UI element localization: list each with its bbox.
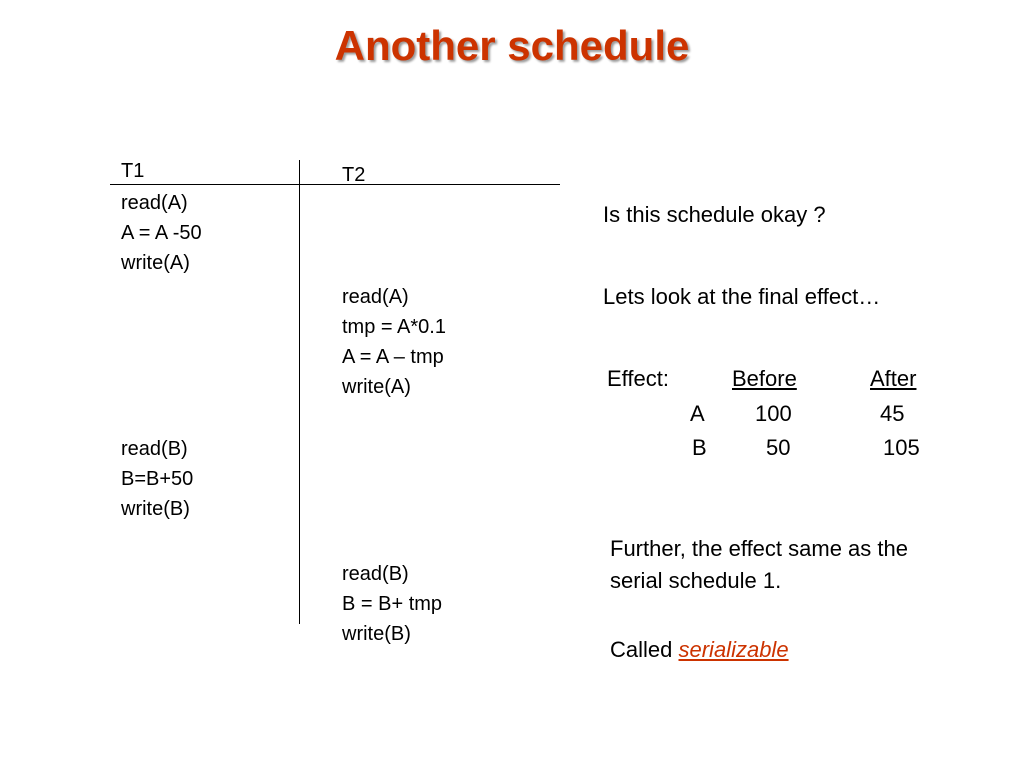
t1-operations-a bbox=[121, 188, 202, 278]
t1-op: read(A) bbox=[121, 192, 188, 214]
effect-after-a: 45 bbox=[880, 401, 905, 426]
question-text: Is this schedule okay ? bbox=[603, 202, 826, 227]
effect-var-b: B bbox=[692, 435, 707, 460]
called-text: Called bbox=[610, 637, 673, 662]
table-header-divider bbox=[110, 184, 560, 185]
t1-op: write(A) bbox=[121, 252, 190, 274]
t2-op: read(A) bbox=[342, 286, 409, 308]
t2-op: B = B+ tmp bbox=[342, 593, 443, 615]
further-text-line2: serial schedule 1. bbox=[610, 568, 782, 593]
t2-op: write(B) bbox=[342, 623, 411, 645]
t1-header: T1 bbox=[121, 160, 145, 182]
t1-op: read(B) bbox=[121, 438, 188, 460]
t1-op: A = A -50 bbox=[121, 222, 202, 244]
t2-op: tmp = A*0.1 bbox=[342, 316, 446, 338]
t2-op: A = A – tmp bbox=[342, 346, 444, 368]
effect-after-header: After bbox=[870, 366, 917, 391]
effect-var-a: A bbox=[690, 401, 705, 426]
slide-title: Another schedule bbox=[334, 22, 690, 69]
effect-label: Effect: bbox=[607, 366, 669, 391]
t2-header: T2 bbox=[342, 164, 366, 186]
effect-before-a: 100 bbox=[755, 401, 792, 426]
t1-operations-b bbox=[121, 434, 193, 524]
further-text-line1: Further, the effect same as the bbox=[610, 536, 908, 561]
t2-op: read(B) bbox=[342, 563, 409, 585]
t2-operations-b bbox=[342, 559, 442, 649]
t1-op: write(B) bbox=[121, 498, 190, 520]
table-column-divider bbox=[299, 160, 300, 624]
effect-after-b: 105 bbox=[883, 435, 920, 460]
effect-before-b: 50 bbox=[766, 435, 791, 460]
t1-op: B=B+50 bbox=[121, 468, 194, 490]
serializable-term: serializable bbox=[678, 637, 789, 662]
look-text: Lets look at the final effect… bbox=[603, 284, 881, 309]
called-line bbox=[610, 637, 789, 663]
effect-before-header: Before bbox=[732, 366, 797, 391]
t2-op: write(A) bbox=[342, 376, 411, 398]
t2-operations-a bbox=[342, 282, 446, 402]
